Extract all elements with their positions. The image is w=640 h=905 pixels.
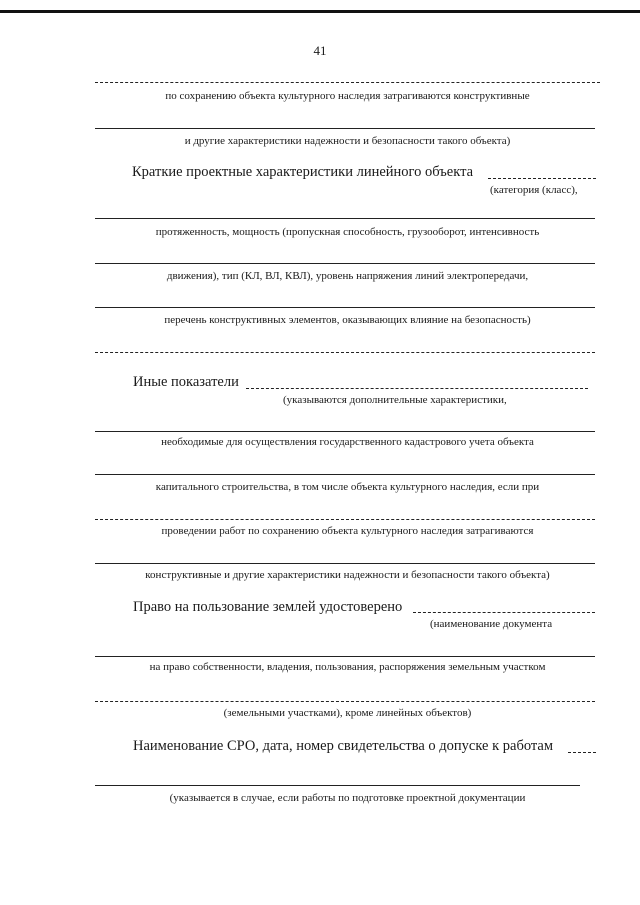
section-heading: Право на пользование землей удостоверено [133,599,403,615]
fill-line [95,431,595,432]
fill-line [246,388,588,389]
fill-line [488,178,596,179]
fill-line [95,263,595,264]
fill-line [95,218,595,219]
fill-line [95,519,595,520]
caption-line: конструктивные и другие характеристики надежности и безопасности такого объекта) [145,569,550,581]
fill-line [95,656,595,657]
fill-line [413,612,595,613]
section-heading: Наименование СРО, дата, номер свидетельства о допуске к работам [133,738,554,754]
section-heading: Иные показатели [133,374,239,390]
fill-line [95,785,580,786]
fill-line [95,307,595,308]
caption-line: и другие характеристики надежности и безопасности такого объекта) [184,135,511,147]
fill-line [95,701,595,702]
fill-line [95,82,600,83]
fill-line [95,563,595,564]
caption-line: движения), тип (КЛ, ВЛ, КВЛ), уровень напряжения линий электропередачи, [166,270,529,282]
fill-line [95,128,595,129]
caption-line: капитального строительства, в том числе объекта культурного наследия, если при [155,481,540,493]
caption-line: перечень конструктивных элементов, оказывающих влияние на безопасность) [164,314,531,326]
fill-line [95,474,595,475]
caption-line: по сохранению объекта культурного наследия затрагиваются конструктивные [165,90,530,102]
caption-line: (указываются дополнительные характеристики, [283,394,507,406]
top-border-line [0,10,640,13]
section-heading: Краткие проектные характеристики линейного объекта [132,164,474,180]
caption-line: на право собственности, владения, пользования, распоряжения земельным участком [149,661,546,673]
caption-line: необходимые для осуществления государственного кадастрового учета объекта [161,436,534,448]
caption-line: (указывается в случае, если работы по подготовке проектной документации [169,792,526,804]
caption-line: (категория (класс), [490,184,578,196]
fill-line [568,752,596,753]
page-number: 41 [313,43,327,58]
fill-line [95,352,595,353]
caption-line: протяженность, мощность (пропускная способность, грузооборот, интенсивность [155,226,540,238]
caption-line: (земельными участками), кроме линейных объектов) [223,707,472,719]
caption-line: проведении работ по сохранению объекта культурного наследия затрагиваются [161,525,534,537]
caption-line: (наименование документа [430,618,553,630]
